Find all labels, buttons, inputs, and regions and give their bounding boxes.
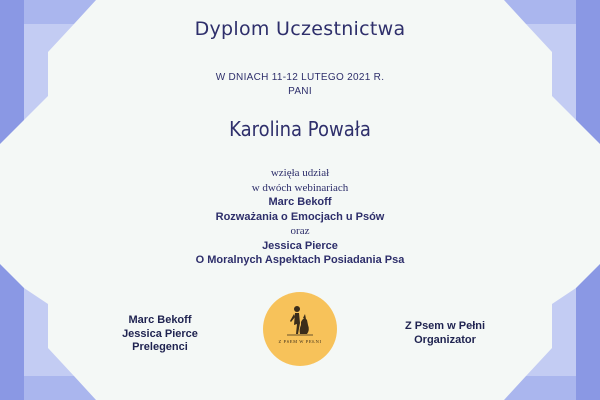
organizer-role: Organizator <box>414 333 476 346</box>
diploma-title: Dyplom Uczestnictwa <box>194 18 406 40</box>
frame-corner-bottom-left-inner <box>0 264 24 400</box>
body-line-participated: wzięła udział <box>270 167 330 179</box>
body-line-webinars: w dwóch webinariach <box>251 181 349 194</box>
webinar-2-title: O Moralnych Aspektach Posiadania Psa <box>195 254 405 266</box>
webinar-1-title: Rozważania o Emocjach u Psów <box>215 210 385 223</box>
participation-description <box>0 166 600 268</box>
frame-corner-bottom-left-band <box>24 288 74 376</box>
speaker-2-name: Jessica Pierce <box>262 239 338 252</box>
dog-and-person-icon <box>263 292 337 366</box>
organizer-logo <box>263 292 337 366</box>
organizer-name: Z Psem w Pełni <box>404 320 486 332</box>
recipient-name: Karolina Powała <box>229 117 371 141</box>
speakers-signature-block <box>100 314 220 355</box>
logo-text: Z PSEM W PEŁNI <box>278 339 322 344</box>
frame-corner-bottom-right-band <box>526 288 576 376</box>
footer-speaker-1: Marc Bekoff <box>128 314 192 326</box>
conjunction: oraz <box>290 225 310 237</box>
date-line: W DNIACH 11-12 LUTEGO 2021 R. <box>215 72 385 83</box>
organizer-signature-block <box>380 320 510 347</box>
speaker-1-name: Marc Bekoff <box>268 196 332 208</box>
salutation: PANI <box>288 86 312 97</box>
speakers-role: Prelegenci <box>132 341 188 353</box>
footer-speaker-2: Jessica Pierce <box>122 327 198 340</box>
frame-corner-bottom-right-inner <box>576 264 600 400</box>
